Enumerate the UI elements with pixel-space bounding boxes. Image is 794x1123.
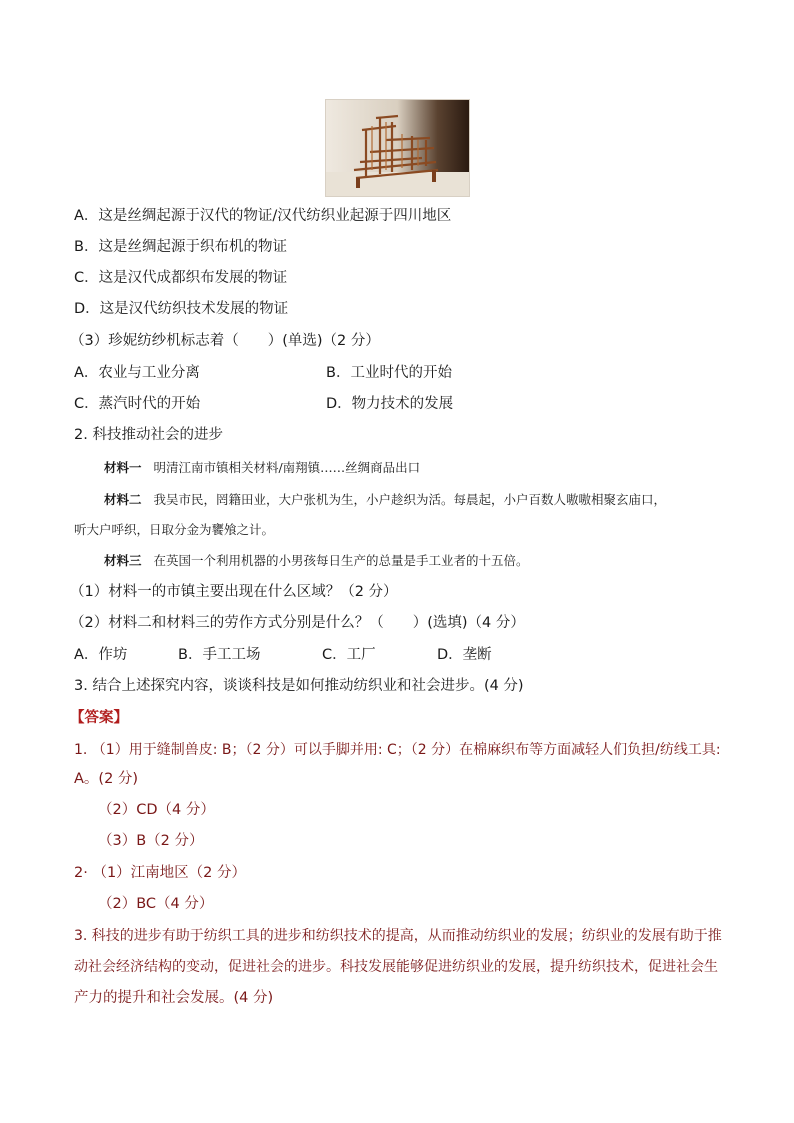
- answer-3-line-3: 产力的提升和社会发展。(4 分): [74, 990, 274, 1006]
- q2-title: 2. 科技推动社会的进步: [74, 427, 223, 443]
- loom-model-photo: [325, 99, 470, 197]
- q2-option-c: C．工厂: [322, 647, 376, 663]
- answer-1-2: （2）CD（4 分）: [98, 802, 215, 818]
- answer-1-line-1: 1. （1）用于缝制兽皮: B；（2 分）可以手脚并用: C；（2 分）在棉麻织布等方面减轻人们负担/纺线工具:: [74, 742, 721, 758]
- material-1-text: 明清江南市镇相关材料/南翔镇……丝绸商品出口: [153, 460, 421, 475]
- material-3-label: 材料三: [104, 553, 142, 568]
- material-2-label: 材料二: [104, 492, 142, 507]
- answer-2-2: （2）BC（4 分）: [98, 896, 214, 912]
- material-3: [104, 552, 528, 570]
- material-1-label: 材料一: [104, 460, 142, 475]
- q1-3-stem: （3）珍妮纺纱机标志着（ ）(单选)（2 分）: [70, 333, 380, 349]
- material-2-text-cont: 听大户呼织，日取分金为饔飧之计。: [74, 522, 275, 537]
- q1-3-option-d: D．物力技术的发展: [326, 396, 454, 412]
- q2-option-d: D．垄断: [437, 647, 492, 663]
- material-2: [104, 491, 666, 509]
- q1-3-option-b: B．工业时代的开始: [326, 365, 452, 381]
- q2-sub-2: （2）材料二和材料三的劳作方式分别是什么？（ ）(选填)（4 分）: [70, 615, 525, 631]
- answer-3-line-2: 动社会经济结构的变动，促进社会的进步。科技发展能够促进纺织业的发展，提升纺织技术，促进社会生: [74, 959, 718, 975]
- answer-header: 【答案】: [70, 710, 128, 726]
- q3-title: 3. 结合上述探究内容，谈谈科技是如何推动纺织业和社会进步。(4 分): [74, 678, 524, 694]
- q2-option-a: A．作坊: [74, 647, 128, 663]
- answer-1-3: （3）B（2 分）: [98, 833, 204, 849]
- q1-3-option-c: C．蒸汽时代的开始: [74, 396, 201, 412]
- material-3-text: 在英国一个利用机器的小男孩每日生产的总量是手工业者的十五倍。: [153, 553, 529, 568]
- q1-option-d: D．这是汉代纺织技术发展的物证: [74, 301, 289, 317]
- q2-option-b: B．手工工场: [178, 647, 261, 663]
- material-1: [104, 459, 420, 477]
- q1-option-c: C．这是汉代成都织布发展的物证: [74, 270, 288, 286]
- q1-3-option-a: A．农业与工业分离: [74, 365, 200, 381]
- answer-3-line-1: 3. 科技的进步有助于纺织工具的进步和纺织技术的提高，从而推动纺织业的发展；纺织业的发展有助于推: [74, 928, 722, 944]
- answer-2-1: 2· （1）江南地区（2 分）: [74, 865, 247, 881]
- material-2-text: 我吴市民，罔籍田业，大户张机为生，小户趁织为活。每晨起，小户百数人嗷嗷相聚玄庙口，: [153, 492, 666, 507]
- answer-1-line-2: A。(2 分): [74, 771, 139, 787]
- q1-option-a: A．这是丝绸起源于汉代的物证/汉代纺织业起源于四川地区: [74, 208, 452, 224]
- q1-option-b: B．这是丝绸起源于织布机的物证: [74, 239, 287, 255]
- q2-sub-1: （1）材料一的市镇主要出现在什么区域？（2 分）: [70, 584, 398, 600]
